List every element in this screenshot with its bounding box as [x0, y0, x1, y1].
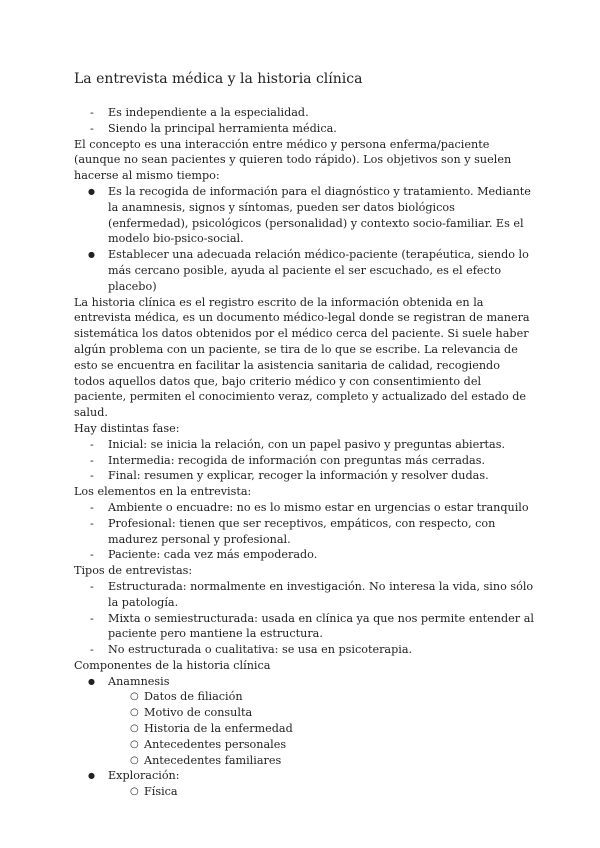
sublist-item: ○ Datos de filiación: [74, 689, 534, 705]
sublist-item: ○ Motivo de consulta: [74, 705, 534, 721]
intro-list: [74, 105, 534, 137]
elements-heading: Los elementos en la entrevista:: [74, 485, 252, 499]
components-list: [74, 674, 534, 690]
list-item: ● Establecer una adecuada relación médico-paciente (terapéutica, siendo lo más cercano posible, ayuda al paciente el ser escuchado, es el efecto placebo): [74, 247, 534, 294]
anamnesis-label: Anamnesis: [108, 674, 170, 688]
types-list: [74, 579, 534, 658]
list-item: - Estructurada: normalmente en investigación. No interesa la vida, sino sólo la patología.: [74, 579, 534, 611]
list-item: - Paciente: cada vez más empoderado.: [74, 547, 534, 563]
list-item: - Profesional: tienen que ser receptivos, empáticos, con respecto, con madurez personal y profesional.: [74, 516, 534, 548]
elements-list: [74, 500, 534, 563]
list-item: - Siendo la principal herramienta médica.: [74, 121, 534, 137]
list-item: - Ambiente o encuadre: no es lo mismo estar en urgencias o estar tranquilo: [74, 500, 534, 516]
exploracion-sublist: [74, 784, 534, 800]
list-item: - Intermedia: recogida de información con preguntas más cerradas.: [74, 453, 534, 469]
list-item: - Inicial: se inicia la relación, con un papel pasivo y preguntas abiertas.: [74, 437, 534, 453]
list-item: - Es independiente a la especialidad.: [74, 105, 534, 121]
list-item: - Mixta o semiestructurada: usada en clínica ya que nos permite entender al paciente pero mantiene la estructura.: [74, 611, 534, 643]
document-body: [74, 105, 534, 800]
phases-list: [74, 437, 534, 484]
sublist-item: ○ Física: [74, 784, 534, 800]
sublist-item: ○ Historia de la enfermedad: [74, 721, 534, 737]
list-item: - No estructurada o cualitativa: se usa en psicoterapia.: [74, 642, 534, 658]
list-item: ● Es la recogida de información para el diagnóstico y tratamiento. Mediante la anamnesis, signos y síntomas, pueden ser datos biológicos (enfermedad), psicológicos (personalidad) y contexto socio-familiar. Es el modelo bio-psico-social.: [74, 184, 534, 247]
anamnesis-sublist: [74, 689, 534, 768]
sublist-item: ○ Antecedentes personales: [74, 737, 534, 753]
sublist-item: ○ Antecedentes familiares: [74, 753, 534, 769]
objectives-list: [74, 184, 534, 295]
components-heading: Componentes de la historia clínica: [74, 658, 271, 672]
components-list-continued: [74, 768, 534, 784]
phases-heading: Hay distintas fase:: [74, 421, 180, 435]
exploracion-label: Exploración:: [108, 769, 180, 783]
concept-paragraph: El concepto es una interacción entre médico y persona enferma/paciente (aunque no sean pacientes y quieren todo rápido). Los objetivos son y suelen hacerse al mismo tiempo:: [74, 137, 512, 183]
list-item-anamnesis: [74, 674, 534, 690]
list-item: - Final: resumen y explicar, recoger la información y resolver dudas.: [74, 468, 534, 484]
list-item-exploracion: [74, 768, 534, 784]
history-paragraph: La historia clínica es el registro escrito de la información obtenida en la entrevista médica, es un documento médico-legal donde se registran de manera sistemática los datos obtenidos por el médico cerca del paciente. Si suele haber algún problema con un paciente, se tira de lo que se escribe. La relevancia de esto se encuentra en facilitar la asistencia sanitaria de calidad, recogiendo todos aquellos datos que, bajo criterio médico y con consentimiento del paciente, permiten el conocimiento veraz, completo y actualizado del estado de salud.: [74, 295, 530, 420]
page-title: La entrevista médica y la historia clínica: [74, 71, 363, 87]
types-heading: Tipos de entrevistas:: [74, 564, 193, 578]
